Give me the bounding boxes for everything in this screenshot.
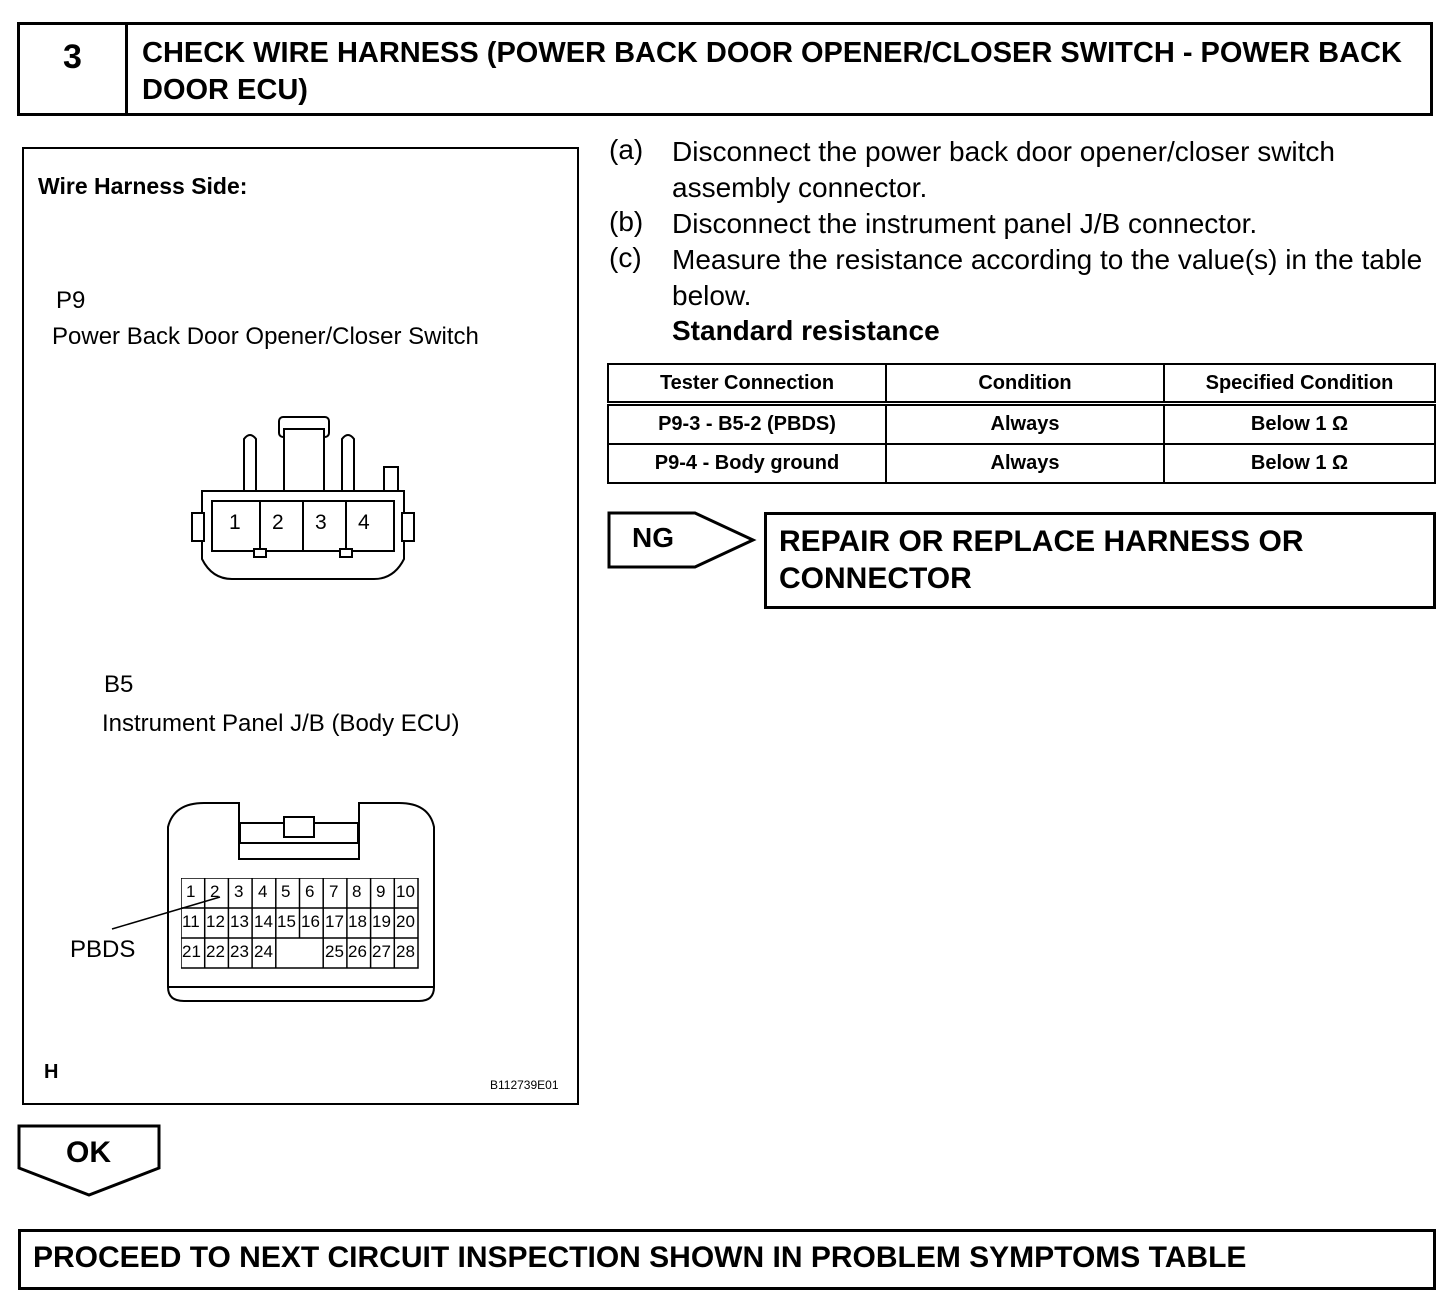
- step-a-text: Disconnect the power back door opener/closer switch assembly connector.: [672, 136, 1336, 203]
- b5-pin: 14: [254, 912, 273, 931]
- b5-pin: 2: [210, 882, 220, 901]
- b5-pin: 10: [396, 882, 415, 901]
- final-instruction-text: PROCEED TO NEXT CIRCUIT INSPECTION SHOWN IN PROBLEM SYMPTOMS TABLE: [33, 1241, 1247, 1274]
- step-c-letter: (c): [609, 242, 642, 273]
- b5-pin: 20: [396, 912, 415, 931]
- b5-pin: 26: [348, 942, 367, 961]
- spec-table: [607, 363, 1436, 484]
- step-title: CHECK WIRE HARNESS (POWER BACK DOOR OPENER/CLOSER SWITCH - POWER BACK DOOR ECU): [142, 37, 1402, 106]
- b5-pin: 8: [352, 882, 362, 901]
- ng-label: NG: [632, 522, 674, 553]
- b5-pin: 4: [258, 882, 268, 901]
- b5-pin: 3: [234, 882, 244, 901]
- b5-pin: 7: [329, 882, 339, 901]
- ng-result-text: REPAIR OR REPLACE HARNESS OR CONNECTOR: [779, 525, 1304, 595]
- table-cell: Always: [886, 404, 1164, 445]
- step-b-text: Disconnect the instrument panel J/B connector.: [672, 208, 1258, 239]
- b5-pin: 9: [376, 882, 386, 901]
- step-a-letter: (a): [609, 134, 644, 165]
- b5-pin: 28: [396, 942, 415, 961]
- step-b-letter: (b): [609, 206, 644, 237]
- table-cell: Below 1 Ω: [1164, 444, 1435, 483]
- b5-pin: 1: [186, 882, 196, 901]
- table-cell: Always: [886, 444, 1164, 483]
- b5-pin: 13: [230, 912, 249, 931]
- connector2-name: Instrument Panel J/B (Body ECU): [102, 710, 460, 737]
- b5-pin: 24: [254, 942, 273, 961]
- table-row: [608, 444, 1435, 483]
- wiring-figure: [22, 147, 579, 1105]
- b5-pin: 19: [372, 912, 391, 931]
- p9-pin: 1: [229, 511, 241, 534]
- p9-pin: 3: [315, 511, 327, 534]
- ok-label: OK: [66, 1136, 111, 1169]
- b5-pin: 11: [182, 912, 200, 931]
- p9-connector-diagram: [184, 409, 424, 589]
- connector2-code: B5: [104, 671, 134, 698]
- step-header: [17, 22, 1433, 116]
- table-header-row: [608, 364, 1435, 404]
- b5-pin: 16: [301, 912, 320, 931]
- b5-pin: 17: [325, 912, 344, 931]
- step-number: 3: [20, 25, 128, 113]
- table-header: Condition: [886, 364, 1164, 404]
- b5-pin: 27: [372, 942, 391, 961]
- b5-pin: 6: [305, 882, 315, 901]
- table-header: Tester Connection: [608, 364, 886, 404]
- p9-pin: 2: [272, 511, 284, 534]
- table-cell: Below 1 Ω: [1164, 404, 1435, 445]
- b5-pin: 18: [348, 912, 367, 931]
- table-cell: P9-4 - Body ground: [608, 444, 886, 483]
- table-header: Specified Condition: [1164, 364, 1435, 404]
- b5-pin: 25: [325, 942, 344, 961]
- b5-pin: 22: [206, 942, 225, 961]
- step-c-text: Measure the resistance according to the value(s) in the table below.: [672, 244, 1423, 311]
- connector1-code: P9: [56, 287, 86, 314]
- p9-pin: 4: [358, 511, 370, 534]
- b5-pin: 21: [182, 942, 201, 961]
- connector1-name: Power Back Door Opener/Closer Switch: [52, 323, 479, 350]
- b5-pin: 12: [206, 912, 225, 931]
- figure-heading: Wire Harness Side:: [38, 173, 248, 199]
- final-instruction-box: [18, 1229, 1436, 1290]
- ng-arrow-icon: [607, 511, 757, 569]
- corner-label: H: [44, 1061, 59, 1083]
- b5-pin: 5: [281, 882, 291, 901]
- b5-pin: 23: [230, 942, 249, 961]
- pbds-callout-label: PBDS: [70, 936, 136, 963]
- table-row: [608, 404, 1435, 445]
- figure-id: B112739E01: [490, 1078, 559, 1092]
- table-cell: P9-3 - B5-2 (PBDS): [608, 404, 886, 445]
- ng-result-box: [764, 512, 1436, 609]
- standard-heading: Standard resistance: [672, 315, 940, 346]
- b5-pin: 15: [277, 912, 296, 931]
